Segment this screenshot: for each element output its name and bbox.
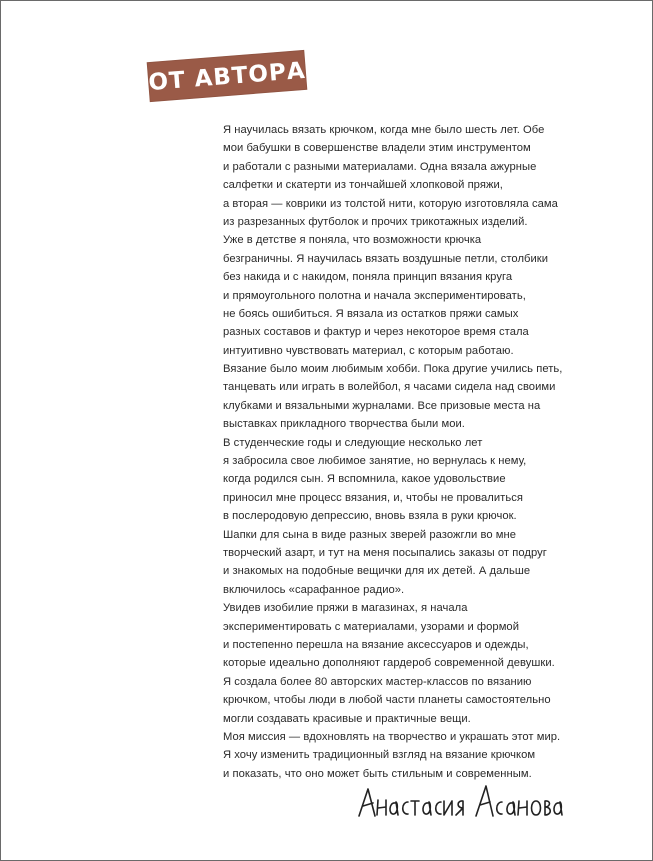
text-line: и работали с разными материалами. Одна вязала ажурные	[223, 160, 537, 173]
text-line: в послеродовую депрессию, вновь взяла в руки крючок.	[223, 510, 517, 523]
text-line: Моя миссия — вдохновлять на творчество и украшать этот мир.	[223, 730, 561, 743]
text-line: не боясь ошибиться. Я вязала из остатков пряжи самых	[223, 307, 519, 320]
text-line: безграничны. Я научилась вязать воздушные петли, столбики	[223, 252, 549, 265]
text-line: когда родился сын. Я вспомнила, какое удовольствие	[223, 473, 506, 486]
signature-drawing	[355, 782, 565, 828]
text-line: крючком, чтобы люди в любой части планеты самостоятельно	[223, 694, 551, 707]
text-line: творческий азарт, и тут на меня посыпались заказы от подруг	[223, 546, 547, 559]
author-foreword-text	[223, 121, 578, 783]
section-heading-text: ОТ АВТОРА	[147, 57, 307, 96]
author-signature	[355, 782, 565, 828]
text-line: из разрезанных футболок и прочих трикотажных изделий.	[223, 215, 528, 228]
text-line: танцевать или играть в волейбол, я часами сидела над своими	[223, 381, 556, 394]
text-line: Я хочу изменить традиционный взгляд на вязание крючком	[223, 749, 536, 762]
text-line: а вторая — коврики из толстой нити, которую изготовляла сама	[223, 197, 558, 210]
text-line: Увидев изобилие пряжи в магазинах, я начала	[223, 602, 468, 615]
text-line: и прямоугольного полотна и начала экспериментировать,	[223, 289, 526, 302]
text-line: Шапки для сына в виде разных зверей разожгли во мне	[223, 528, 517, 541]
text-line: и показать, что оно может быть стильным и современным.	[223, 767, 532, 780]
text-line: которые идеально дополняют гардероб современной девушки.	[223, 657, 555, 670]
text-line: приносил мне процесс вязания, и, чтобы не провалиться	[223, 491, 523, 504]
text-line: выставках прикладного творчества были мои.	[223, 418, 465, 431]
text-line: Уже в детстве я поняла, что возможности крючка	[223, 234, 482, 247]
text-line: включилось «сарафанное радио».	[223, 583, 405, 596]
text-line: я забросила свое любимое занятие, но вернулась к нему,	[223, 455, 527, 468]
text-line: Я научилась вязать крючком, когда мне было шесть лет. Обе	[223, 124, 545, 136]
text-line: и постепенно перешла на вязание аксессуаров и одежды,	[223, 638, 529, 651]
text-line: В студенческие годы и следующие несколько лет	[223, 436, 483, 449]
text-line: мои бабушки в совершенстве владели этим инструментом	[223, 142, 531, 155]
text-line: разных составов и фактур и через некоторое время стала	[223, 326, 529, 339]
text-line: могли создавать красивые и практичные вещи.	[223, 712, 471, 725]
text-line: интуитивно чувствовать материал, с которым работаю.	[223, 344, 514, 357]
text-line: Я создала более 80 авторских мастер-классов по вязанию	[223, 675, 532, 688]
section-heading	[148, 56, 306, 96]
text-line: без накида и с накидом, поняла принцип вязания круга	[223, 271, 513, 284]
text-line: Вязание было моим любимым хобби. Пока другие учились петь,	[223, 363, 563, 376]
text-line: салфетки и скатерти из тончайшей хлопковой пряжи,	[223, 179, 503, 192]
text-line: клубками и вязальными журналами. Все призовые места на	[223, 399, 541, 412]
text-line: и знакомых на подобные вещички для их детей. А дальше	[223, 565, 531, 578]
text-line: экспериментировать с материалами, узорами и формой	[223, 620, 520, 633]
